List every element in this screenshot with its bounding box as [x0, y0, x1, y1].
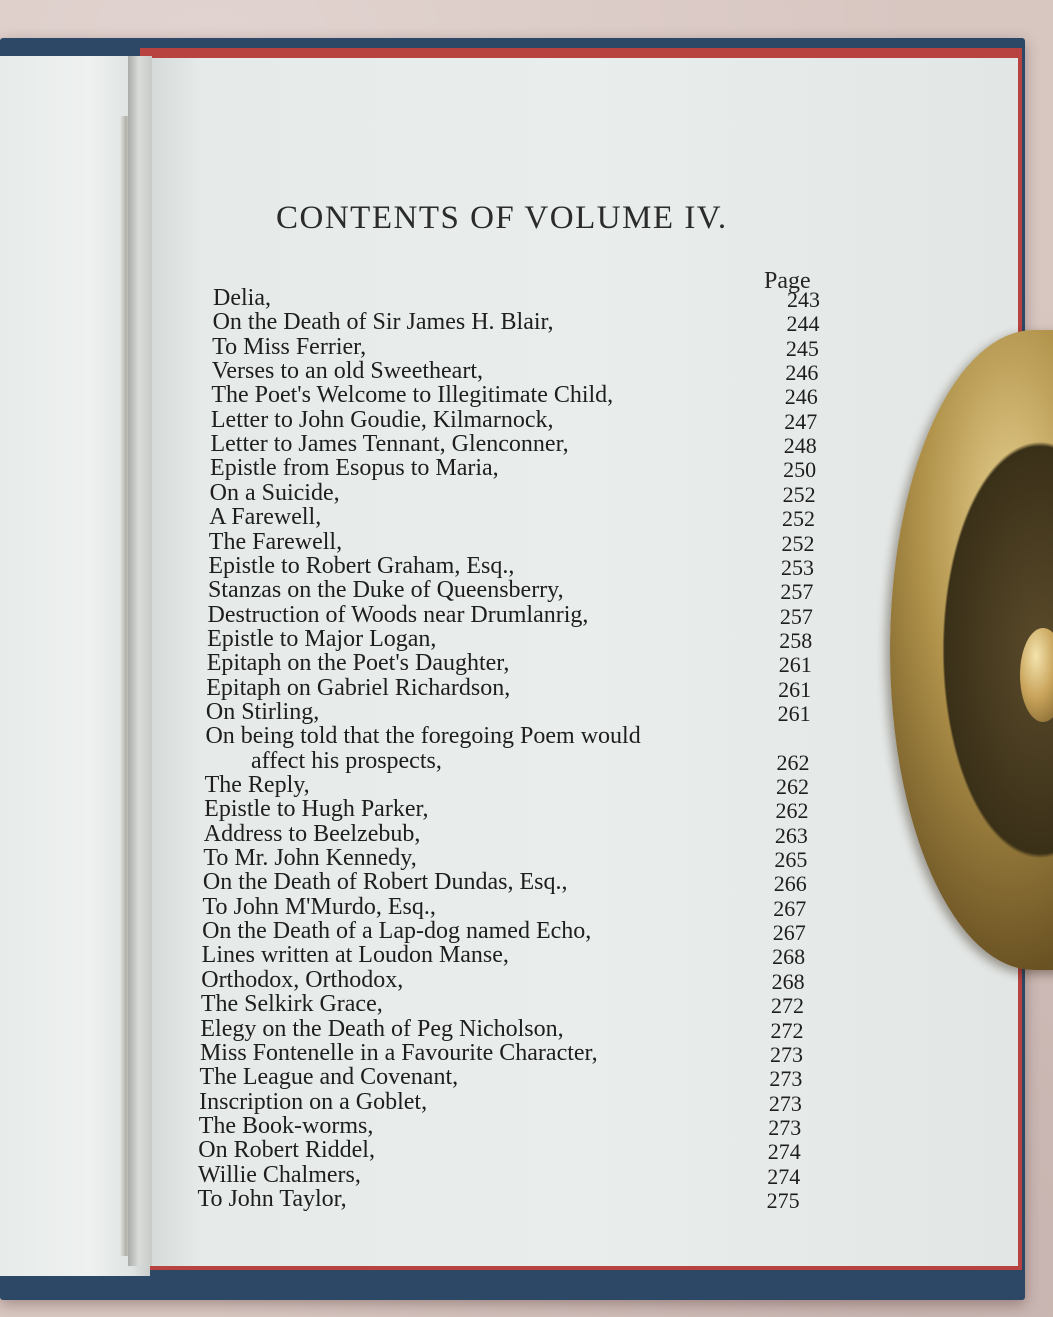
book-gutter: [128, 56, 152, 1266]
toc-entry: [199, 1064, 803, 1092]
toc-entry-page: 267: [772, 920, 806, 946]
toc-entry: [209, 504, 816, 532]
toc-entry: [210, 455, 817, 483]
toc-entry-page: 274: [767, 1163, 801, 1189]
toc-entry: [199, 1088, 802, 1116]
toc-entry: [210, 431, 817, 459]
toc-entry-page: 262: [776, 749, 810, 775]
toc-entry-title: Epistle to Robert Graham, Esq.,: [208, 552, 515, 579]
toc-entry-title: Destruction of Woods near Drumlanrig,: [207, 601, 589, 628]
toc-entry-title: On a Suicide,: [209, 479, 340, 506]
toc-entry: [204, 796, 809, 824]
toc-entry: [200, 1015, 804, 1043]
toc-entry-title: On the Death of Robert Dundas, Esq.,: [202, 869, 568, 896]
toc-entry-page: 273: [768, 1114, 802, 1140]
toc-entry-page: 244: [786, 311, 820, 337]
toc-entry-page: 248: [783, 433, 817, 459]
toc-entry: [206, 674, 812, 702]
toc-entry-title: affect his prospects,: [251, 747, 442, 774]
toc-entry-title: Epitaph on Gabriel Richardson,: [206, 674, 511, 701]
toc-entry: [213, 285, 820, 312]
toc-entry: [212, 333, 819, 361]
toc-entry-title: To John M'Murdo, Esq.,: [202, 893, 436, 920]
toc-entry-title: Elegy on the Death of Peg Nicholson,: [200, 1015, 564, 1042]
toc-entry-title: On Robert Riddel,: [198, 1137, 375, 1164]
toc-entry-title: Orthodox, Orthodox,: [201, 966, 404, 993]
toc-entry-title: Lines written at Loudon Manse,: [201, 942, 509, 969]
toc-entry: [200, 991, 805, 1019]
toc-entry-page: 261: [777, 700, 811, 726]
toc-entry: [203, 845, 808, 873]
toc-entry-title: The Reply,: [204, 772, 310, 798]
toc-entry-page: 273: [768, 1090, 802, 1116]
toc-entry-title: Epistle to Major Logan,: [207, 625, 437, 652]
toc-entry-page: 272: [771, 993, 805, 1019]
toc-entry: [204, 772, 809, 799]
toc-entry-page: 275: [766, 1187, 800, 1213]
toc-entry: [202, 869, 807, 897]
toc-entry: [203, 820, 808, 848]
toc-entry-page: 257: [780, 579, 814, 605]
toc-entry-page: 252: [782, 481, 816, 507]
toc-entry: [197, 1161, 801, 1189]
toc-entry-title: To John Taylor,: [197, 1185, 347, 1212]
toc-entry-title: Epistle from Esopus to Maria,: [210, 455, 499, 482]
toc-entry-title: On being told that the foregoing Poem would: [205, 723, 641, 750]
toc-entry-page: 266: [773, 871, 807, 897]
contents-heading: CONTENTS OF VOLUME IV.: [276, 200, 728, 236]
toc-entry-page: 265: [774, 847, 808, 873]
toc-entry-page: 252: [782, 506, 816, 532]
toc-entry: [201, 942, 806, 970]
toc-entry: [197, 1185, 800, 1213]
toc-entry-page: 253: [780, 554, 814, 580]
toc-entry-title: Willie Chalmers,: [197, 1161, 361, 1188]
toc-entry-page: 257: [779, 603, 813, 629]
toc-entry: [207, 601, 813, 629]
toc-entry-title: Epistle to Hugh Parker,: [204, 796, 429, 823]
toc-entry-title: On the Death of a Lap-dog named Echo,: [202, 918, 592, 945]
toc-entry-page: 261: [778, 676, 812, 702]
toc-entry: [201, 966, 805, 994]
toc-entry-page: 261: [778, 652, 812, 678]
toc-entry-title: The League and Covenant,: [199, 1064, 459, 1091]
toc-entry-title: Address to Beelzebub,: [203, 820, 421, 847]
toc-entry-page: 247: [784, 408, 818, 434]
toc-entry-title: The Poet's Welcome to Illegitimate Child,: [211, 382, 614, 409]
toc-entry-title: Inscription on a Goblet,: [199, 1088, 428, 1115]
toc-entry-page: 273: [769, 1066, 803, 1092]
toc-entry-page: 246: [785, 360, 819, 386]
toc-entry: [211, 382, 818, 410]
toc-entry: [205, 698, 811, 726]
page-column-label: Page: [764, 268, 811, 294]
toc-entry: [210, 406, 818, 434]
toc-entry: [206, 650, 812, 678]
toc-entry-page: 258: [779, 627, 813, 653]
toc-entry: [212, 309, 820, 337]
toc-entry-title: To Miss Ferrier,: [212, 333, 367, 360]
toc-entry-page: 272: [770, 1017, 804, 1043]
toc-entry-page: 268: [772, 944, 806, 970]
toc-entry-page: 273: [769, 1041, 803, 1067]
toc-entry-title: Miss Fontenelle in a Favourite Character,: [199, 1039, 598, 1066]
toc-entry-page: 274: [767, 1139, 801, 1165]
toc-entry-title: A Farewell,: [209, 504, 322, 531]
toc-entry: [202, 918, 806, 946]
toc-entry-title: The Selkirk Grace,: [200, 991, 383, 1018]
toc-entry: [205, 724, 805, 748]
toc-entry: [207, 577, 814, 605]
toc-entry: [208, 528, 815, 556]
toc-entry-title: Letter to James Tennant, Glenconner,: [210, 431, 569, 458]
toc-entry-title: The Book-worms,: [198, 1112, 374, 1139]
toc-entry: [209, 479, 816, 507]
toc-entry-page: 246: [784, 384, 818, 410]
toc-entry-page: 252: [781, 530, 815, 556]
toc-entry-page: 250: [783, 457, 817, 483]
toc-entry-title: On Stirling,: [205, 698, 320, 725]
toc-entry-page: 267: [773, 895, 807, 921]
toc-entry-title: On the Death of Sir James H. Blair,: [212, 309, 554, 336]
toc-entry-title: Delia,: [213, 285, 271, 311]
toc-entry-title: The Farewell,: [208, 528, 343, 555]
toc-entry-page: 263: [774, 822, 808, 848]
toc-entry: [208, 552, 814, 580]
toc-entry-title: Letter to John Goudie, Kilmarnock,: [210, 406, 554, 433]
toc-entry: [251, 749, 851, 773]
toc-entry-title: Verses to an old Sweetheart,: [211, 358, 483, 385]
toc-entry-page: 268: [771, 968, 805, 994]
toc-entry: [211, 358, 819, 386]
toc-entry: [202, 893, 807, 921]
toc-entry-title: Stanzas on the Duke of Queensberry,: [207, 577, 564, 604]
toc-entry-title: To Mr. John Kennedy,: [203, 845, 417, 872]
toc-entry-page: 262: [775, 774, 809, 799]
toc-entry: [207, 625, 813, 653]
toc-entry-title: Epitaph on the Poet's Daughter,: [206, 650, 510, 677]
toc-entry-page: 243: [787, 287, 820, 312]
toc-entry: [199, 1039, 803, 1067]
toc-entry: [198, 1112, 802, 1140]
toc-entry-page: 245: [785, 335, 819, 361]
toc-entry: [198, 1137, 801, 1165]
toc-entry-page: 262: [775, 798, 809, 824]
